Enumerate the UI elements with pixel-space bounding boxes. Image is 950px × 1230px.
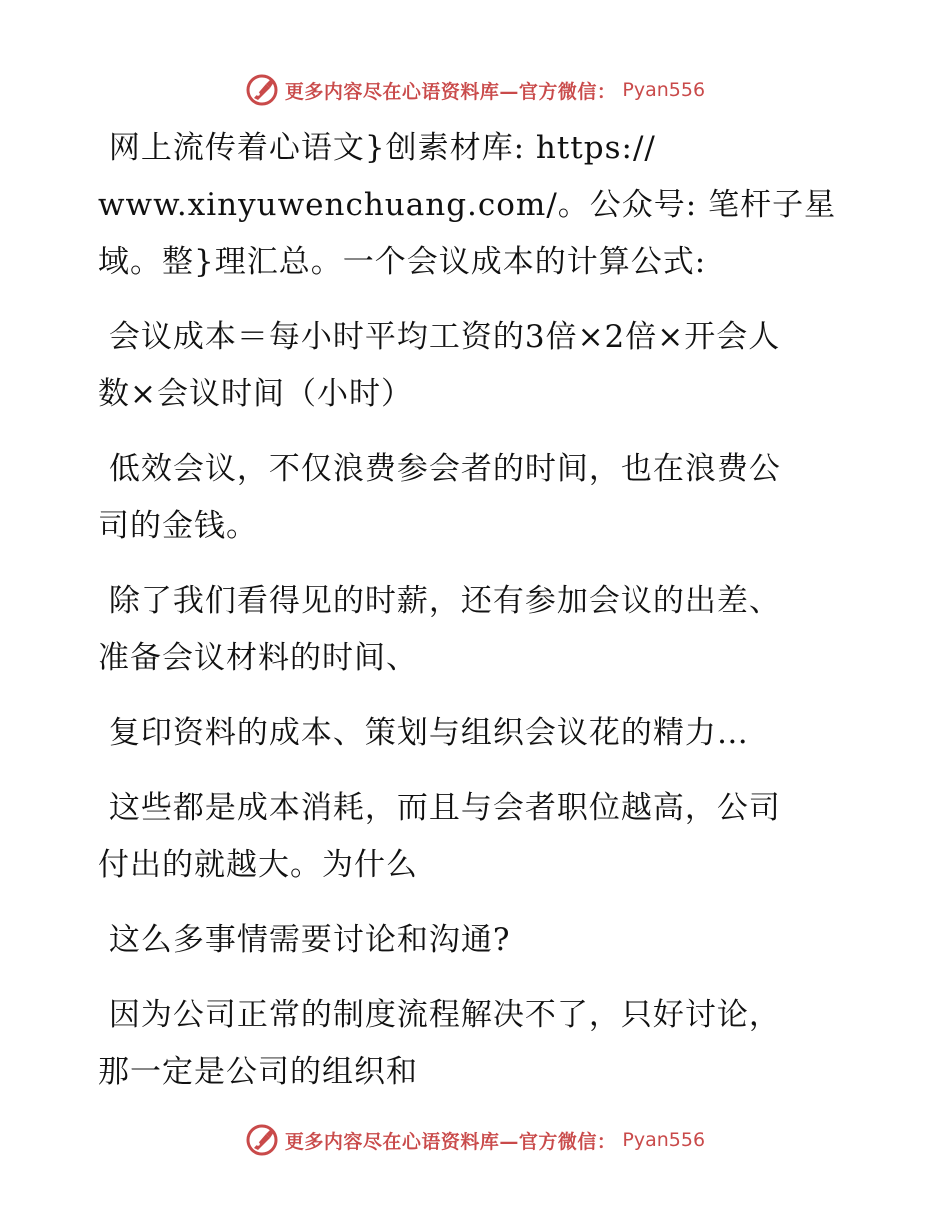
watermark-contact: Pyan556 [622, 79, 706, 101]
pen-nib-logo-icon [245, 1123, 279, 1157]
document-body [98, 120, 858, 1119]
paragraph-inefficient-meetings: 低效会议，不仅浪费参会者的时间，也在浪费公 司的金钱。 [98, 451, 781, 544]
watermark-text: 更多内容尽在心语资料库—官方微信： [284, 1130, 617, 1153]
header-watermark [0, 70, 950, 110]
paragraph-other-costs: 复印资料的成本、策划与组织会议花的精力… [98, 715, 749, 751]
paragraph-formula: 会议成本＝每小时平均工资的3倍×2倍×开会人 数×会议时间（小时） [98, 319, 781, 412]
watermark-contact: Pyan556 [622, 1129, 706, 1151]
paragraph-intro: 网上流传着心语文}创素材库: https:// www.xinyuwenchuang.com/。公众号: 笔杆子星 域。整}理汇总。一个会议成本的计算公式: [98, 130, 837, 280]
paragraph-hidden-costs: 除了我们看得见的时薪，还有参加会议的出差、 准备会议材料的时间、 [98, 583, 781, 676]
paragraph-question: 这么多事情需要讨论和沟通? [98, 922, 511, 958]
paragraph-cost-consumption: 这些都是成本消耗，而且与会者职位越高，公司 付出的就越大。为什么 [98, 790, 781, 883]
footer-watermark [0, 1120, 950, 1160]
pen-nib-logo-icon [245, 73, 279, 107]
paragraph-reason: 因为公司正常的制度流程解决不了，只好讨论， 那一定是公司的组织和 [98, 997, 781, 1090]
watermark-text: 更多内容尽在心语资料库—官方微信： [284, 80, 617, 103]
